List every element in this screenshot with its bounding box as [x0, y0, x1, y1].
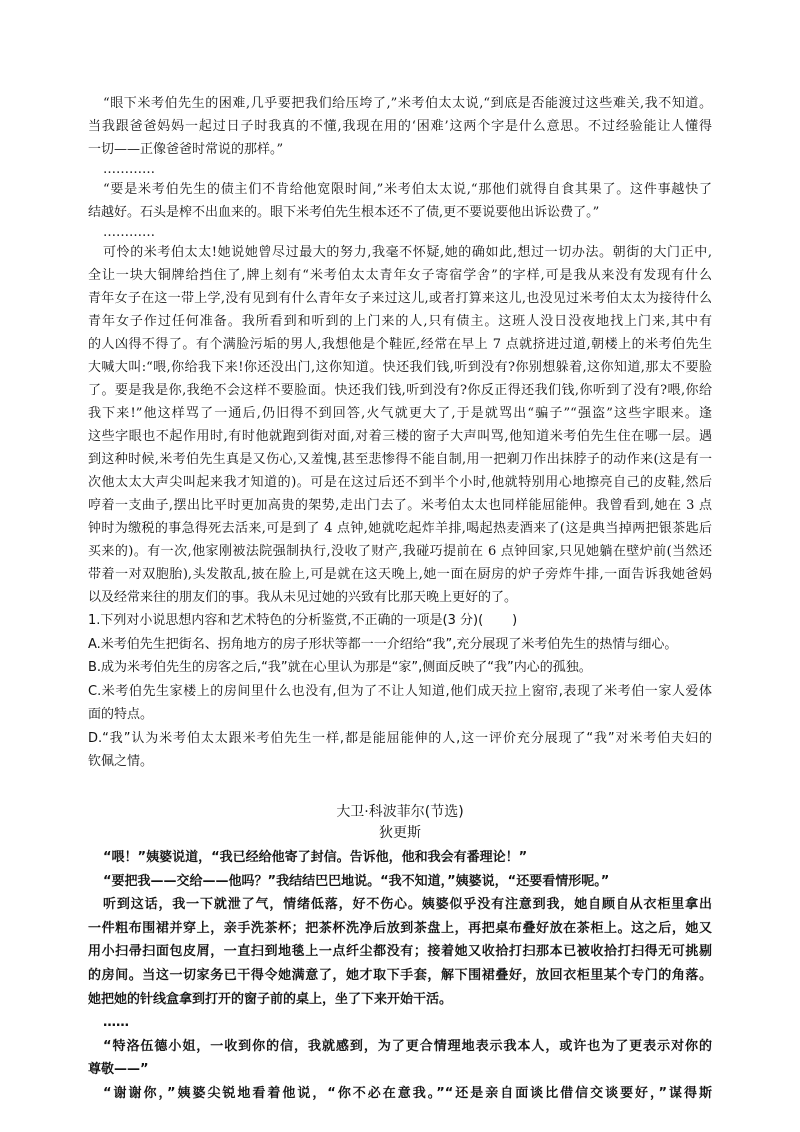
text-line: 的人凶得不得了。有个满脸污垢的男人,我想他是个鞋匠,经常在早上 7 点就挤进过道,朝楼上的米考伯先生	[88, 337, 712, 352]
text-line: C.米考伯先生家楼上的房间里什么也没有,但为了不让人知道,他们成天拉上窗帘,表现了米考伯一家人爱体	[88, 683, 712, 699]
text-line: 了。要是我是你,我绝不会这样不要脸面。快还我们钱,听到没有?你反正得还我们钱,你听到了没有?喂,你给	[88, 383, 712, 398]
text-line: “眼下米考伯先生的困难,几乎要把我们给压垮了,”米考伯太太说,“到底是否能渡过这些难关,我不知道。	[103, 96, 712, 111]
text-line: “喂！”姨婆说道，“我已经给他寄了封信。告诉他，他和我会有番理论！”	[103, 850, 528, 865]
text-line: 面的特点。	[88, 707, 154, 722]
passage-top	[88, 92, 712, 609]
paragraph	[88, 92, 712, 161]
text-line: “谢谢你，”姨婆尖锐地看着他说，“你不必在意我。”“还是亲自面谈比借信交谈要好，”谋得斯	[103, 1085, 712, 1101]
paragraph	[88, 1035, 712, 1082]
text-line: “要是米考伯先生的债主们不肯给他宽限时间,”米考伯太太说,“那他们就得自食其果了。这件事越快了	[103, 182, 712, 197]
text-line: “要把我——交给——他吗？”我结结巴巴地说。“我不知道，”姨婆说，“还要看情形呢。”	[103, 873, 610, 889]
text-line: 全让一块大铜牌给挡住了,牌上刻有“米考伯太太青年女子寄宿学舍”的字样,可是我从来没有发现有什么	[88, 268, 712, 283]
ellipsis-separator: ……	[103, 1015, 129, 1031]
option-d	[88, 727, 712, 774]
text-line: 的房间。当这一切家务已干得令她满意了，她才取下手套，解下围裙叠好，放回衣柜里某个专门的角落。	[88, 967, 712, 983]
ellipsis-separator: …………	[103, 162, 155, 177]
text-line: 买来的)。有一次,他家刚被法院强制执行,没收了财产,我碰巧提前在 6 点钟回家,只见她躺在壁炉前(当然还	[88, 544, 712, 559]
paragraph	[88, 870, 712, 894]
text-line: 次他太太大声尖叫起来我才知道的)。可是在这过后还不到半个小时,他就特别用心地擦亮自己的皮鞋,然后	[88, 475, 712, 490]
passage-bottom	[88, 846, 712, 1106]
ellipsis-separator: …………	[103, 225, 155, 240]
text-line: 钦佩之情。	[88, 754, 154, 769]
text-line: 听到这话，我一下就泄了气，情绪低落，好不伤心。姨婆似乎没有注意到我，她自顾自从衣柜里拿出	[103, 897, 712, 913]
text-line: 一切——正像爸爸时常说的那样。”	[88, 142, 284, 157]
option-b	[88, 656, 712, 680]
text-line: D.“我”认为米考伯太太跟米考伯先生一样,都是能屈能伸的人,这一评价充分展现了“我”对米考伯夫妇的	[88, 730, 712, 746]
paragraph	[88, 178, 712, 224]
text-line: 带着一对双胞胎),头发散乱,披在脸上,可是就在这天晚上,她一面在厨房的炉子旁炸牛排,一面告诉我她爸妈	[88, 567, 712, 582]
text-line: 钟时为缴税的事急得死去活来,可是到了 4 点钟,她就吃起炸羊排,喝起热麦酒来了(这是典当掉两把银茶匙后	[88, 521, 712, 536]
passage-heading	[88, 802, 712, 844]
option-c	[88, 680, 712, 727]
text-line: 当我跟爸爸妈妈一起过日子时我真的不懂,我现在用的‘困难’这两个字是什么意思。不过经验能让人懂得	[88, 119, 712, 134]
option-a	[88, 633, 712, 657]
text-line: 她把她的针线盒拿到打开的窗子前的桌上，坐了下来开始干活。	[88, 991, 453, 1007]
text-line: 可怜的米考伯太太!她说她曾尽过最大的努力,我毫不怀疑,她的确如此,想过一切办法。朝街的大门正中,	[103, 245, 712, 260]
text-line: 哼着一支曲子,摆出比平时更加高贵的架势,走出门去了。米考伯太太也同样能屈能伸。我曾看到,她在 3 点	[88, 498, 712, 513]
text-line: 到这种时候,米考伯先生真是又伤心,又羞愧,甚至悲惨得不能自制,用一把剃刀作出抹脖子的动作来(这是有一	[88, 452, 712, 467]
text-line: 青年女子在这一带上学,没有见到有什么青年女子来过这儿,或者打算来这儿,也没见过米考伯太太为接待什么	[88, 291, 712, 306]
text-line: 一件粗布围裙并穿上，亲手洗茶杯；把茶杯洗净后放到茶盘上，再把桌布叠好放在茶柜上。这之后，她又	[88, 920, 712, 936]
text-line: 我下来!”他这样骂了一通后,仍旧得不到回答,火气就更大了,于是就骂出“骗子”“强盗”这些字眼来。逢	[88, 406, 712, 421]
text-line: 尊敬——”	[88, 1062, 149, 1078]
text-line: 结越好。石头是榨不出血来的。眼下米考伯先生根本还不了债,更不要说要他出诉讼费了。”	[88, 205, 600, 220]
paragraph	[88, 241, 712, 609]
paragraph	[88, 893, 712, 1011]
text-line: 青年女子作过任何准备。我所看到和听到的上门来的人,只有债主。这班人没日没夜地找上门来,其中有	[88, 314, 712, 329]
text-line: “特洛伍德小姐，一收到你的信，我就感到，为了更合情理地表示我本人，或许也为了更表示对你的	[103, 1038, 712, 1054]
paragraph	[88, 846, 712, 870]
text-line: 以及经常来往的朋友们的事。我从未见过她的兴致有比那天晚上更好的了。	[88, 590, 518, 605]
text-line: B.成为米考伯先生的房客之后,“我”就在心里认为那是“家”,侧面反映了“我”内心的孤独。	[88, 660, 592, 675]
question-1	[88, 609, 712, 774]
passage-author: 狄更斯	[379, 825, 421, 841]
text-line: 大喊大叫:“喂,你给我下来!你还没出门,这你知道。快还我们钱,听到没有?你别想躲着,这你知道,那太不要脸	[88, 360, 712, 375]
text-line: 这些字眼也不起作用时,有时他就跑到街对面,对着三楼的窗子大声叫骂,他知道米考伯先生住在哪一层。遇	[88, 429, 712, 444]
text-line: 用小扫帚扫面包皮屑，一直扫到地毯上一点纤尘都没有；接着她又收拾打扫那本已被收拾打扫得无可挑剔	[88, 944, 712, 960]
passage-title: 大卫·科波菲尔(节选)	[336, 804, 464, 820]
question-stem: 1.下列对小说思想内容和艺术特色的分析鉴赏,不正确的一项是(3 分)( )	[88, 613, 518, 628]
text-line: A.米考伯先生把街名、拐角地方的房子形状等都一一介绍给“我”,充分展现了米考伯先生的热情与细心。	[88, 636, 678, 652]
paragraph	[88, 1082, 712, 1106]
